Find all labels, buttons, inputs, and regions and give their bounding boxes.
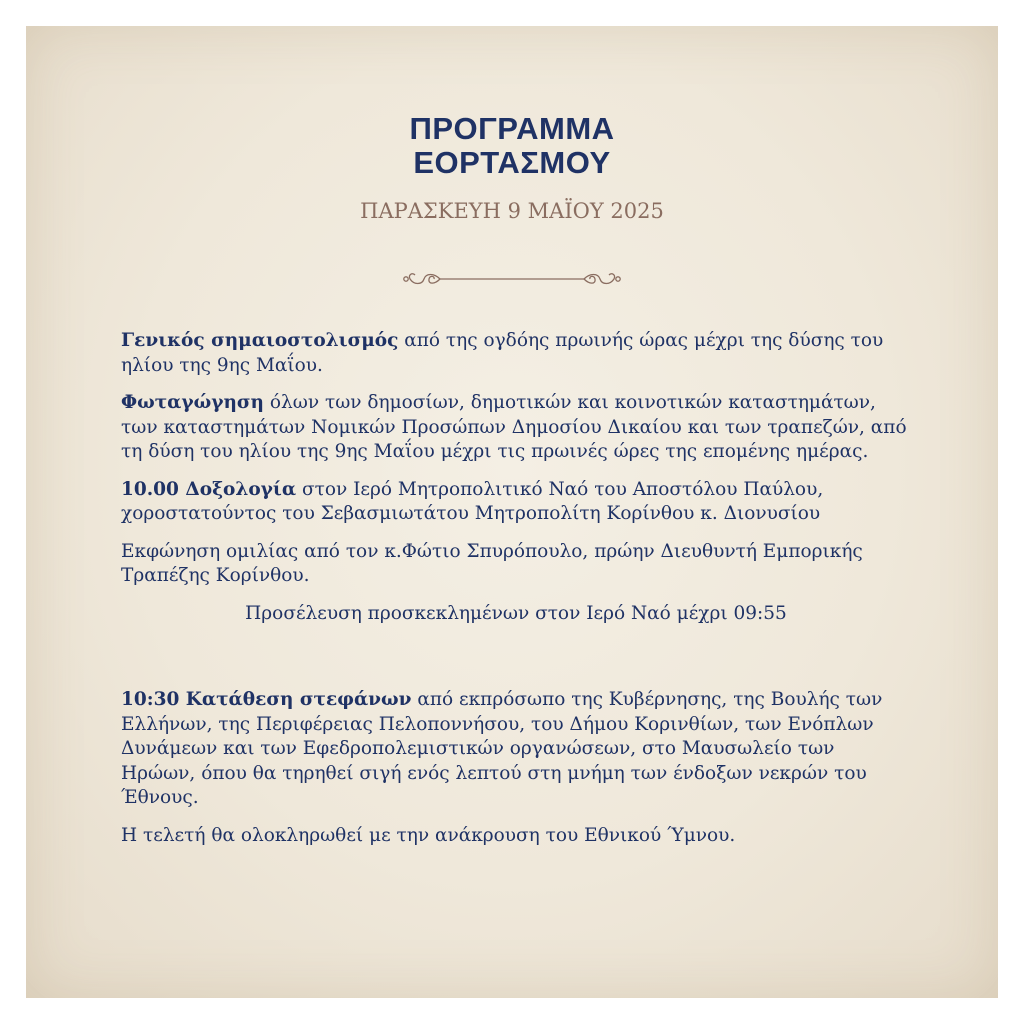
program-item: [121, 540, 911, 589]
item-heading: 10:30 Κατάθεση στεφάνων: [121, 689, 412, 710]
item-heading: Γενικός σημαιοστολισμός: [121, 330, 399, 351]
event-date: ΠΑΡΑΣΚΕΥΗ 9 ΜΑΪΟΥ 2025: [360, 199, 664, 223]
ornament-divider-icon: [402, 267, 622, 291]
program-item: [121, 329, 911, 378]
arrival-note: [121, 602, 911, 627]
item-text: Εκφώνηση ομιλίας από τον κ.Φώτιο Σπυρόπουλο, πρώην Διευθυντή Εμπορικής Τραπέζης Κορίνθου.: [121, 540, 863, 586]
item-text: όλων των δημοσίων, δημοτικών και κοινοτικών καταστημάτων, των καταστημάτων Νομικών Προσώπων Δημοσίου Δικαίου και των τραπεζών, από τη δύση του ηλίου της 9ης Μαΐου μέχρι τις πρωινές ώρες της επομένης ημέρας.: [121, 392, 907, 462]
item-text: Προσέλευση προσκεκλημένων στον Ιερό Ναό μέχρι 09:55: [245, 602, 787, 624]
invitation-page: [26, 26, 998, 998]
program-item: [121, 391, 911, 465]
program-body: [121, 329, 911, 861]
title-line-1: ΠΡΟΓΡΑΜΜΑ: [409, 111, 615, 146]
item-text: στον Ιερό Μητροπολιτικό Ναό του Αποστόλου Παύλου, χοροστατούντος του Σεβασμιωτάτου Μητροπολίτη Κορίνθου κ. Διονυσίου: [121, 478, 824, 524]
program-item: [121, 688, 911, 811]
title-line-2: ΕΟΡΤΑΣΜΟΥ: [413, 145, 611, 180]
spacer: [121, 639, 911, 688]
item-heading: Φωταγώγηση: [121, 392, 264, 413]
program-item: [121, 824, 911, 849]
item-text: από εκπρόσωπο της Κυβέρνησης, της Βουλής των Ελλήνων, της Περιφέρειας Πελοποννήσου, του Δήμου Κορινθίων, των Ενόπλων Δυνάμεων και των Εφεδροπολεμιστικών οργανώσεων, στο Μαυσωλείο των Ηρώων, όπου θα τηρηθεί σιγή ενός λεπτού στη μνήμη των ένδοξων νεκρών του Έθνους.: [121, 689, 883, 808]
program-item: [121, 478, 911, 527]
item-heading: 10.00 Δοξολογία: [121, 478, 297, 500]
page-title: [26, 112, 998, 180]
item-text: Η τελετή θα ολοκληρωθεί με την ανάκρουση του Εθνικού Ύμνου.: [121, 824, 736, 846]
item-text: από της ογδόης πρωινής ώρας μέχρι της δύσης του ηλίου της 9ης Μαΐου.: [121, 330, 884, 376]
